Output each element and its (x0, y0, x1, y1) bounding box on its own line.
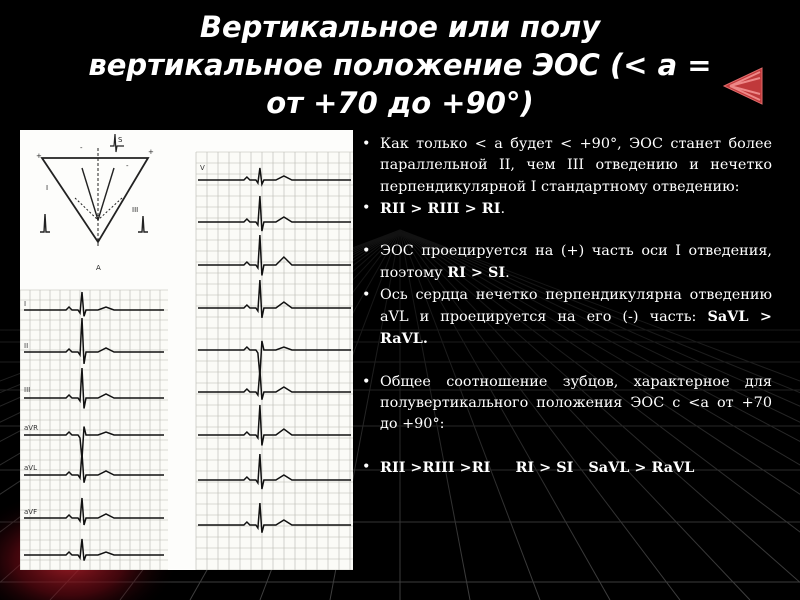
ecg-drawing (20, 130, 353, 570)
lead-label: aVF (24, 508, 38, 516)
triangle-label: - (80, 144, 83, 152)
einthoven-triangle (40, 134, 148, 248)
triangle-label: S (118, 136, 123, 144)
bullet-item-6: • RII >RIII >RI RI > SI SaVL > RaVL (360, 457, 772, 479)
lead-label: II (24, 342, 29, 350)
triangle-label: A (96, 264, 101, 272)
triangle-label: + (148, 148, 154, 156)
title-line-1: Вертикальное или полу (199, 10, 601, 44)
lead-label: aVL (24, 464, 37, 472)
title-line-2: вертикальное положение ЭОС (< а = (88, 48, 712, 82)
triangle-label: III (132, 206, 139, 214)
bullet-item-2: • RII > RIII > RI. (360, 198, 772, 220)
triangle-label: + (36, 152, 42, 160)
ecg-figure (20, 130, 353, 570)
lead-label: I (24, 300, 27, 308)
slide-title (20, 8, 780, 122)
lead-label: aVR (24, 424, 38, 432)
triangle-label: I (46, 184, 49, 192)
back-arrow-icon[interactable] (722, 64, 772, 108)
bullet-list (360, 134, 772, 479)
lead-label: V (200, 164, 205, 172)
lead-label: III (24, 386, 31, 394)
bullet-item-3: • ЭОС проецируется на (+) часть оси I отведения, поэтому RI > SI. (360, 241, 772, 285)
triangle-label: - (126, 162, 129, 170)
bullet-item-5: • Общее соотношение зубцов, характерное для полувертикального положения ЭОС с <а от +70 до +90°: (360, 372, 772, 436)
bullet-item-4: • Ось сердца нечетко перпендикулярна отведению aVL и проецируется на его (-) часть: SaVL > RaVL. (360, 285, 772, 351)
bullet-item-1: • Как только < а будет < +90°, ЭОС станет более параллельной II, чем III отведению и нечетко перпендикулярной I стандартному отведению: (360, 134, 772, 198)
title-line-3: от +70 до +90°) (266, 86, 534, 120)
